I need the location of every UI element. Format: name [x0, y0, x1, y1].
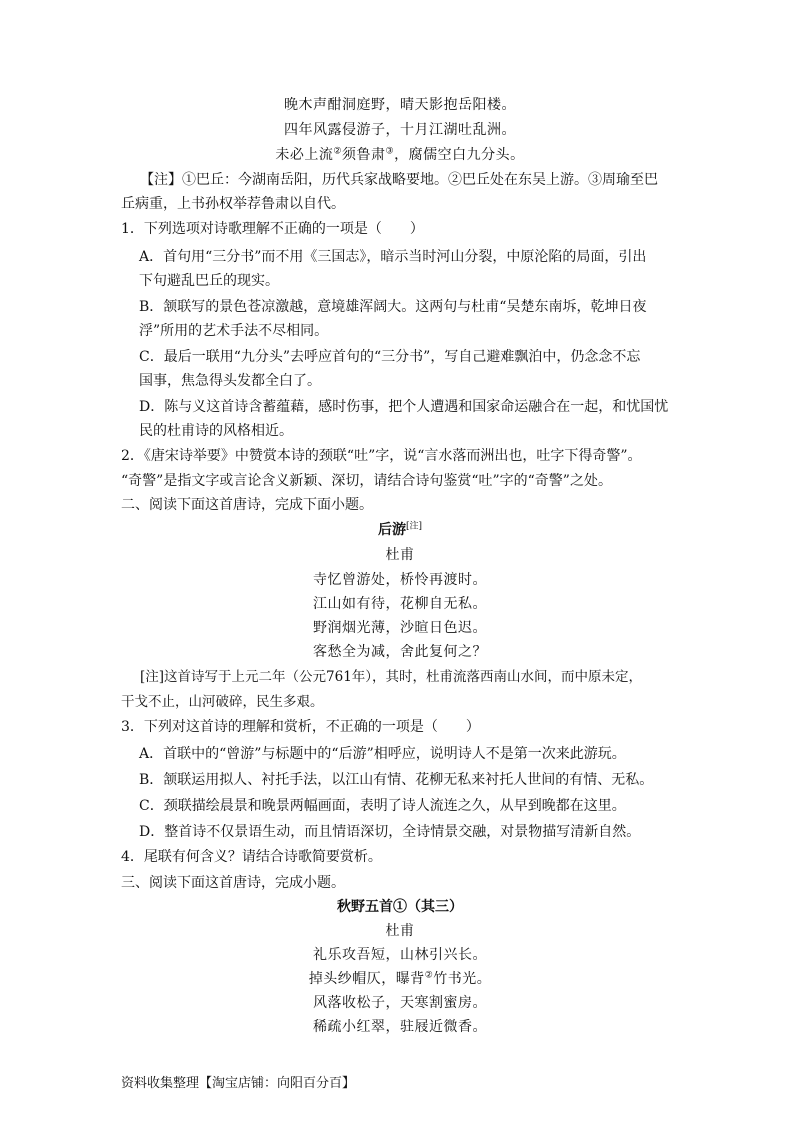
note1-line-1: 【注】①巴丘：今湖南岳阳，历代兵家战略要地。②巴丘处在东吴上游。③周瑜至巴	[140, 172, 658, 188]
question-3-option-b: B．颔联运用拟人、衬托手法，以江山有情、花柳无私来衬托人世间的有情、无私。	[139, 772, 654, 788]
poem3-line-2-part2: 竹书光。	[433, 971, 492, 987]
note2-line-1: [注]这首诗写于上元二年（公元761年），其时，杜甫流落西南山水间，而中原未定，	[140, 669, 643, 685]
poem3-line-1: 礼乐攻吾短，山林引兴长。	[313, 947, 487, 963]
poem1-line-3	[0, 145, 800, 165]
question-1-option-a-line-1: A．首句用“三分书”而不用《三国志》，暗示当时河山分裂，中原沦陷的局面，引出	[139, 249, 647, 265]
question-4: 4．尾联有何含义？请结合诗歌简要赏析。	[121, 849, 382, 865]
page-footer: 资料收集整理【淘宝店铺：向阳百分百】	[121, 1076, 356, 1091]
footnote-marker: ②	[333, 146, 342, 157]
poem2-line-3: 野润烟光薄，沙暄日色迟。	[313, 620, 487, 636]
poem1-line-1: 晚木声酣洞庭野，晴天影抱岳阳楼。	[284, 97, 516, 113]
question-1-option-a-line-2: 下句避乱巴丘的现实。	[139, 273, 279, 289]
question-3-stem: 3．下列对这首诗的理解和赏析，不正确的一项是（ ）	[121, 719, 480, 735]
section-3-heading: 三、阅读下面这首唐诗，完成小题。	[121, 875, 345, 891]
poem3-line-4: 稀疏小红翠，驻屐近微香。	[313, 1019, 487, 1035]
poem3-line-3: 风落收松子，天寒割蜜房。	[313, 995, 487, 1011]
poem1-line-2: 四年风露侵游子，十月江湖吐乱洲。	[284, 122, 516, 138]
poem2-line-1: 寺忆曾游处，桥怜再渡时。	[313, 572, 487, 588]
question-1-stem: 1．下列选项对诗歌理解不正确的一项是（ ）	[121, 221, 424, 237]
question-2-line-2: “奇警”是指文字或言论含义新颖、深切，请结合诗句鉴赏“吐”字的“奇警”之处。	[121, 473, 612, 489]
poem1-line-3-part2: 须鲁肃	[342, 147, 386, 163]
poem2-title	[0, 520, 800, 540]
footnote-marker: [注]	[405, 521, 423, 532]
poem1-line-3-part3: ，腐儒空白九分头。	[394, 147, 525, 163]
poem2-line-4: 客愁全为减，舍此复何之？	[313, 644, 487, 660]
poem3-line-2-part1: 掉头纱帽仄，曝背	[308, 971, 425, 987]
question-1-option-d-line-2: 民的杜甫诗的风格相近。	[139, 423, 293, 439]
question-1-option-d-line-1: D．陈与义这首诗含蓄蕴藉，感时伤事，把个人遭遇和国家命运融合在一起，和忧国忧	[139, 399, 669, 415]
question-3-option-c: C．颈联描绘晨景和晚景两幅画面，表明了诗人流连之久，从早到晚都在这里。	[139, 798, 626, 814]
footnote-marker: ②	[424, 970, 434, 981]
poem3-title: 秋野五首①（其三）	[337, 899, 463, 915]
question-1-option-b-line-2: 浮”所用的艺术手法不尽相同。	[139, 323, 329, 339]
poem3-line-2	[0, 969, 800, 989]
question-2-line-1: 2．《唐宋诗举要》中赞赏本诗的颈联“吐”字，说“言水落而洲出也，吐字下得奇警”。	[121, 448, 642, 464]
poem2-line-2: 江山如有待，花柳自无私。	[313, 596, 487, 612]
question-1-option-b-line-1: B．颔联写的景色苍凉激越，意境雄浑阔大。这两句与杜甫“吴楚东南坼，乾坤日夜	[139, 299, 647, 315]
footnote-marker: ③	[385, 146, 395, 157]
note1-line-2: 丘病重，上书孙权举荐鲁肃以自代。	[121, 196, 345, 212]
question-3-option-a: A．首联中的“曾游”与标题中的“后游”相呼应，说明诗人不是第一次来此游玩。	[139, 746, 626, 762]
poem2-author: 杜甫	[385, 547, 415, 563]
question-3-option-d: D．整首诗不仅景语生动，而且情语深切，全诗情景交融，对景物描写清新自然。	[139, 824, 641, 840]
note2-line-2: 干戈不止，山河破碎，民生多艰。	[121, 694, 324, 710]
question-1-option-c-line-2: 国事，焦急得头发都全白了。	[139, 373, 321, 389]
poem3-author: 杜甫	[385, 923, 415, 939]
poem2-title-text: 后游	[377, 522, 406, 538]
question-1-option-c-line-1: C．最后一联用“九分头”去呼应首句的“三分书”，写自己避难飘泊中，仍念念不忘	[139, 349, 641, 365]
poem1-line-3-part1: 未必上流	[275, 147, 334, 163]
section-2-heading: 二、阅读下面这首唐诗，完成下面小题。	[121, 497, 373, 513]
